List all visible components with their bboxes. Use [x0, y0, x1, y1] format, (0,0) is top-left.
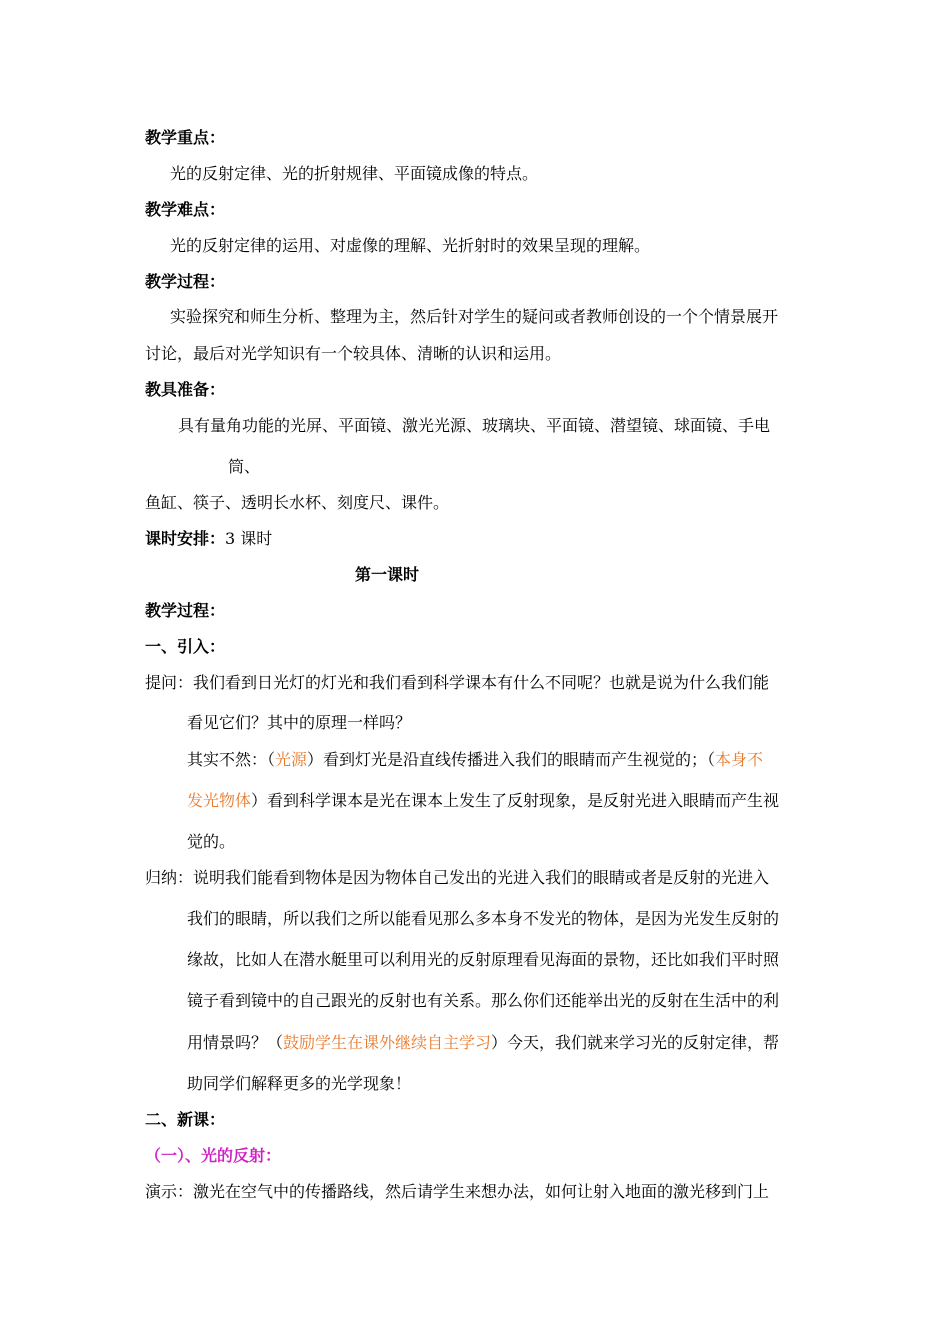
intro-answer-line-1: [187, 750, 763, 770]
summary-line-4: 镜子看到镜中的自己跟光的反射也有关系。那么你们还能举出光的反射在生活中的利: [187, 991, 780, 1010]
process-line-2: 讨论，最后对光学知识有一个较具体、清晰的认识和运用。: [145, 344, 562, 363]
schedule: [145, 529, 272, 549]
lesson-title: 第一课时: [355, 565, 420, 584]
new-lesson-heading: 二、新课：: [145, 1110, 226, 1129]
focus-heading: 教学重点：: [145, 128, 226, 147]
difficulty-heading: 教学难点：: [145, 200, 226, 219]
intro-question-line-2: 看见它们？其中的原理一样吗？: [187, 713, 412, 732]
tools-line-2: 筒、: [228, 457, 261, 476]
highlight-encourage: 鼓励学生在课外继续自主学习: [283, 1033, 492, 1052]
summary-text: 用情景吗？（: [187, 1033, 284, 1052]
reflection-subheading: （一）、光的反射：: [145, 1146, 282, 1165]
process-heading: 教学过程：: [145, 272, 226, 291]
tools-line-1: 具有量角功能的光屏、平面镜、激光光源、玻璃块、平面镜、潜望镜、球面镜、手电: [178, 416, 771, 435]
summary-text: ）今天，我们就来学习光的反射定律，帮: [491, 1033, 780, 1052]
summary-line-2: 我们的眼睛，所以我们之所以能看见那么多本身不发光的物体，是因为光发生反射的: [187, 909, 780, 928]
summary-line-1: 归纳：说明我们能看到物体是因为物体自己发出的光进入我们的眼睛或者是反射的光进入: [145, 868, 770, 887]
answer-text: ）看到科学课本是光在课本上发生了反射现象，是反射光进入眼睛而产生视: [251, 791, 780, 810]
difficulty-text: 光的反射定律的运用、对虚像的理解、光折射时的效果呈现的理解。: [170, 236, 651, 255]
process2-heading: 教学过程：: [145, 601, 226, 620]
intro-answer-line-2: [187, 791, 779, 811]
tools-heading: 教具准备：: [145, 380, 226, 399]
focus-text: 光的反射定律、光的折射规律、平面镜成像的特点。: [170, 164, 539, 183]
summary-line-3: 缘故，比如人在潜水艇里可以利用光的反射原理看见海面的景物，还比如我们平时照: [187, 950, 780, 969]
intro-answer-line-3: 觉的。: [187, 832, 236, 851]
tools-line-3: 鱼缸、筷子、透明长水杯、刻度尺、课件。: [145, 493, 450, 512]
schedule-value: 3 课时: [225, 529, 273, 548]
highlight-light-source: 光源: [275, 750, 308, 769]
summary-line-6: 助同学们解释更多的光学现象！: [187, 1074, 412, 1093]
highlight-non-luminous-cont: 发光物体: [187, 791, 252, 810]
schedule-label: 课时安排：: [145, 529, 226, 548]
demo-line: 演示：激光在空气中的传播路线，然后请学生来想办法，如何让射入地面的激光移到门上: [145, 1182, 770, 1201]
process-line-1: 实验探究和师生分析、整理为主，然后针对学生的疑问或者教师创设的一个个情景展开: [170, 307, 779, 326]
intro-heading: 一、引入：: [145, 637, 226, 656]
intro-question-line-1: 提问：我们看到日光灯的灯光和我们看到科学课本有什么不同呢？也就是说为什么我们能: [145, 673, 770, 692]
answer-text: 其实不然：（: [187, 750, 276, 769]
answer-text: ）看到灯光是沿直线传播进入我们的眼睛而产生视觉的；（: [307, 750, 716, 769]
highlight-non-luminous: 本身不: [715, 750, 764, 769]
summary-line-5: [187, 1033, 779, 1053]
